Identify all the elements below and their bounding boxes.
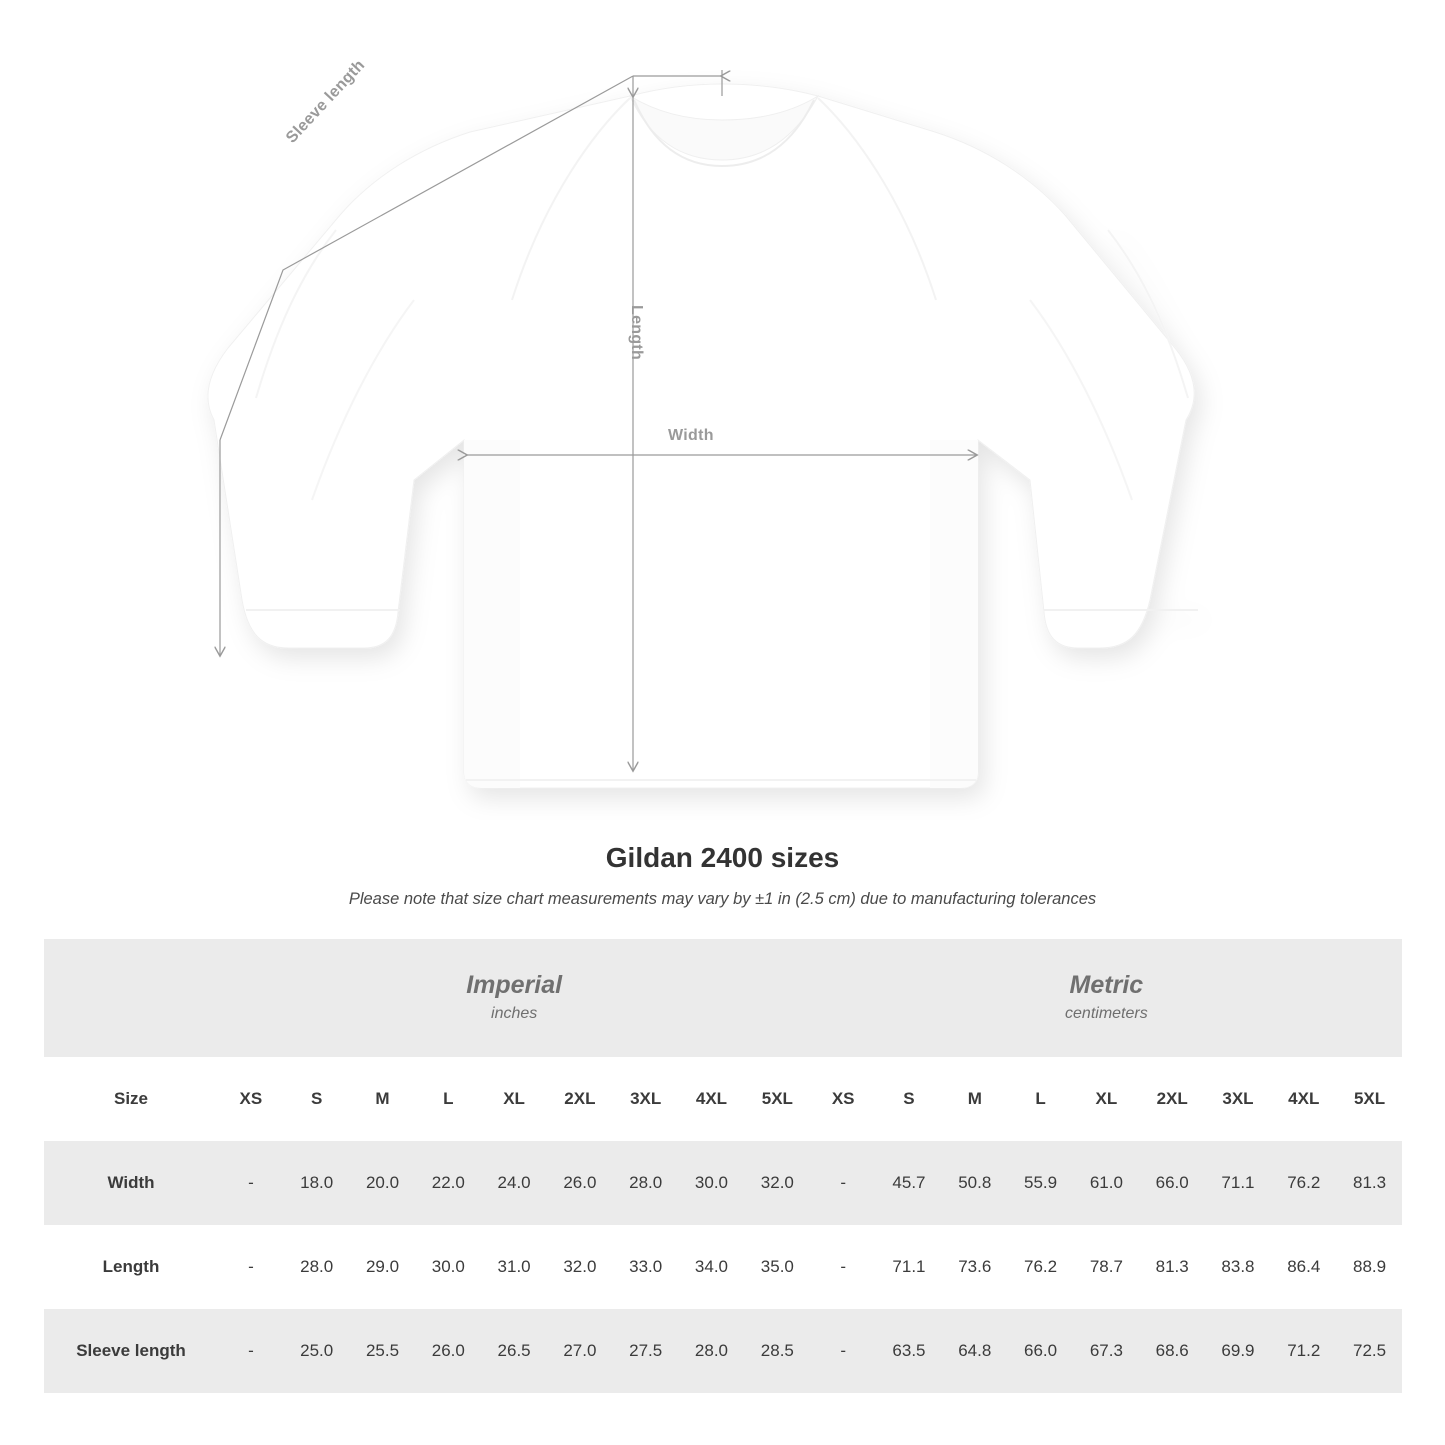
cell: 24.0 [481,1141,547,1225]
cell: - [810,1225,876,1309]
cell: 69.9 [1205,1309,1271,1393]
cell: 26.0 [415,1309,481,1393]
cell: 83.8 [1205,1225,1271,1309]
cell: 32.0 [744,1141,810,1225]
cell: 88.9 [1337,1225,1403,1309]
metric-name: Metric [1069,970,1144,999]
unit-system-row [44,939,1402,1057]
cell: 33.0 [613,1225,679,1309]
table-row [44,1225,1402,1309]
cell: 30.0 [415,1225,481,1309]
cell: 34.0 [679,1225,745,1309]
row-label-sleeve-length: Sleeve length [44,1309,218,1393]
imperial-name: Imperial [466,970,563,999]
cell: - [810,1141,876,1225]
cell: - [218,1309,284,1393]
size-header-row [44,1057,1402,1141]
cell: 55.9 [1008,1141,1074,1225]
cell: 64.8 [942,1309,1008,1393]
header-metric-2xl: 2XL [1139,1057,1205,1141]
header-imperial-s: S [284,1057,350,1141]
cell: 22.0 [415,1141,481,1225]
header-metric-l: L [1008,1057,1074,1141]
cell: 71.1 [1205,1141,1271,1225]
cell: 71.2 [1271,1309,1337,1393]
cell: 71.1 [876,1225,942,1309]
cell: 76.2 [1008,1225,1074,1309]
page-title: Gildan 2400 sizes [605,842,840,873]
metric-units: centimeters [1065,1004,1148,1022]
cell: 30.0 [679,1141,745,1225]
cell: 26.5 [481,1309,547,1393]
cell: - [810,1309,876,1393]
cell: 28.0 [613,1141,679,1225]
sleeve-length-label: Sleeve length [283,56,369,147]
cell: 31.0 [481,1225,547,1309]
header-imperial-4xl: 4XL [679,1057,745,1141]
cell: 72.5 [1337,1309,1403,1393]
size-table-wrapper [44,939,1401,1393]
unit-spacer [44,939,218,1057]
title-block [0,842,1445,909]
cell: 27.5 [613,1309,679,1393]
unit-system-imperial [218,939,810,1057]
cell: 28.5 [744,1309,810,1393]
header-metric-4xl: 4XL [1271,1057,1337,1141]
cell: 29.0 [350,1225,416,1309]
table-row [44,1141,1402,1225]
cell: 67.3 [1073,1309,1139,1393]
row-label-width: Width [44,1141,218,1225]
tolerance-note: Please note that size chart measurements may vary by ±1 in (2.5 cm) due to manufacturing tolerances [348,890,1097,908]
cell: 73.6 [942,1225,1008,1309]
header-metric-xl: XL [1073,1057,1139,1141]
header-imperial-5xl: 5XL [744,1057,810,1141]
header-metric-m: M [942,1057,1008,1141]
cell: 86.4 [1271,1225,1337,1309]
cell: 45.7 [876,1141,942,1225]
size-header-label: Size [44,1057,218,1141]
header-imperial-xs: XS [218,1057,284,1141]
cell: - [218,1225,284,1309]
header-imperial-xl: XL [481,1057,547,1141]
cell: - [218,1141,284,1225]
header-metric-3xl: 3XL [1205,1057,1271,1141]
length-label: Length [628,305,645,361]
cell: 35.0 [744,1225,810,1309]
header-imperial-l: L [415,1057,481,1141]
header-metric-s: S [876,1057,942,1141]
cell: 25.5 [350,1309,416,1393]
cell: 66.0 [1008,1309,1074,1393]
header-imperial-3xl: 3XL [613,1057,679,1141]
cell: 50.8 [942,1141,1008,1225]
imperial-units: inches [491,1004,538,1022]
row-label-length: Length [44,1225,218,1309]
cell: 27.0 [547,1309,613,1393]
header-metric-xs: XS [810,1057,876,1141]
header-metric-5xl: 5XL [1337,1057,1403,1141]
header-imperial-m: M [350,1057,416,1141]
cell: 25.0 [284,1309,350,1393]
cell: 66.0 [1139,1141,1205,1225]
width-label: Width [668,427,714,444]
cell: 26.0 [547,1141,613,1225]
cell: 28.0 [284,1225,350,1309]
header-imperial-2xl: 2XL [547,1057,613,1141]
cell: 18.0 [284,1141,350,1225]
cell: 32.0 [547,1225,613,1309]
cell: 61.0 [1073,1141,1139,1225]
cell: 28.0 [679,1309,745,1393]
cell: 20.0 [350,1141,416,1225]
cell: 68.6 [1139,1309,1205,1393]
table-row [44,1309,1402,1393]
size-chart-table [44,939,1402,1393]
cell: 81.3 [1337,1141,1403,1225]
cell: 76.2 [1271,1141,1337,1225]
unit-system-metric [810,939,1402,1057]
cell: 63.5 [876,1309,942,1393]
cell: 78.7 [1073,1225,1139,1309]
cell: 81.3 [1139,1225,1205,1309]
